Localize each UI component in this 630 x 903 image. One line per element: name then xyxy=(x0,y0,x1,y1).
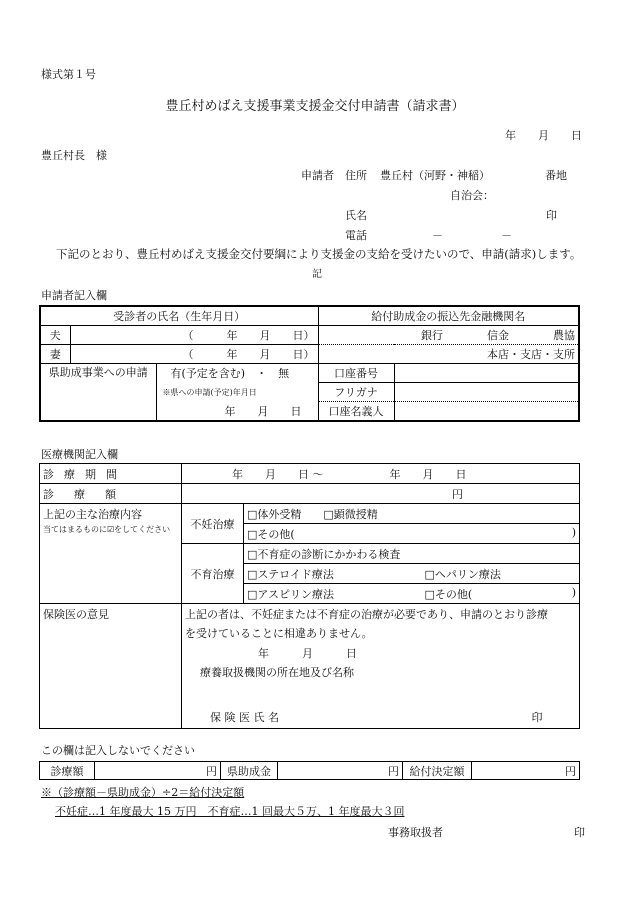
section-office-title: この欄は記入しないでください xyxy=(41,744,195,757)
funin-label: 不妊治療 xyxy=(182,504,244,544)
pref-date: 年 月 日 xyxy=(156,402,318,422)
form-title: 豊丘村めばえ支援事業支援金交付申請書（請求書） xyxy=(165,99,465,114)
clerk-seal: 印 xyxy=(574,826,585,839)
office-decision-value: 円 xyxy=(472,762,580,780)
husband-birth: （ 年 月 日） xyxy=(70,326,318,345)
limits-note: 不妊症…1 年度最大 15 万円 不育症…1 回最大５万、1 年度最大３回 xyxy=(55,805,405,818)
account-number-value[interactable] xyxy=(394,364,579,383)
fuiku-option-3: □アスピリン療法 □その他( ) xyxy=(244,584,580,604)
treatment-label: 上記の主な治療内容 xyxy=(40,504,182,524)
office-amount-value: 円 xyxy=(95,762,221,780)
pref-label: 県助成事業への申請 xyxy=(40,364,156,383)
opinion-label: 保険医の意見 xyxy=(40,604,182,729)
fuiku-option-2: □ステロイド療法 □ヘパリン療法 xyxy=(244,564,580,584)
address-value: 豊丘村（河野・神稲） xyxy=(380,169,490,182)
fuiku-label: 不育治療 xyxy=(182,544,244,604)
office-amount-label: 診療額 xyxy=(40,762,95,780)
applicant-seal: 印 xyxy=(546,209,557,222)
furigana-label: フリガナ xyxy=(318,383,394,402)
account-holder-value[interactable] xyxy=(394,402,579,422)
funin-other: □その他( ) xyxy=(244,524,580,544)
tel-dash: － xyxy=(432,229,443,242)
medical-table xyxy=(39,463,580,729)
name-label: 氏名 xyxy=(345,209,367,222)
pref-note: ※県への申請(予定)年月日 xyxy=(156,383,318,402)
amount-label: 診療額 xyxy=(40,484,182,504)
formula-note: ※（診療額－県助成金）÷2＝給付決定額 xyxy=(41,786,245,799)
account-number-label: 口座番号 xyxy=(318,364,394,383)
form-number: 様式第１号 xyxy=(41,68,96,81)
address-label: 住所 xyxy=(345,169,367,182)
opinion-line-1: 上記の者は、不妊症または不育症の治療が必要であり、申請のとおり診療 xyxy=(182,604,580,624)
header-patient: 受診者の氏名（生年月日） xyxy=(40,306,318,326)
opinion-institution: 療養取扱機関の所在地及び名称 xyxy=(182,662,580,682)
ki-label: 記 xyxy=(312,269,322,280)
addressee: 豊丘村長 様 xyxy=(41,149,107,162)
fuiku-option-1: □不育症の診断にかかわる検査 xyxy=(244,544,580,564)
period-value: 年 月 日 ～ 年 月 日 xyxy=(182,464,580,484)
opinion-line-2: を受けていることに相違ありません。 xyxy=(182,623,580,643)
applicant-label: 申請者 xyxy=(301,169,334,182)
tel-dash: － xyxy=(501,229,512,242)
opinion-date: 年 月 日 xyxy=(182,643,580,662)
funin-options: □体外受精 □顕微授精 xyxy=(244,504,580,524)
date-line: 年 月 日 xyxy=(505,129,582,142)
period-label: 診療期間 xyxy=(40,464,182,484)
amount-unit: 円 xyxy=(182,484,580,504)
jichikai-label: 自治会： xyxy=(450,189,494,202)
wife-label: 妻 xyxy=(40,345,70,364)
account-holder-label: 口座名義人 xyxy=(318,402,394,422)
tel-label: 電話 xyxy=(345,229,367,242)
bank-types: 銀行 信金 農協 xyxy=(318,326,579,345)
office-pref-label: 県助成金 xyxy=(221,762,278,780)
intro-text: 下記のとおり、豊丘村めばえ支援金交付要綱により支援金の支給を受けたいので、申請(請求)します。 xyxy=(56,247,582,261)
branch-types: 本店・支店・支所 xyxy=(318,345,579,364)
section-applicant-title: 申請者記入欄 xyxy=(41,289,107,302)
wife-birth: （ 年 月 日） xyxy=(70,345,318,364)
section-medical-title: 医療機関記入欄 xyxy=(41,448,118,461)
office-pref-value: 円 xyxy=(278,762,403,780)
header-bank: 給付助成金の振込先金融機関名 xyxy=(318,306,579,326)
office-table xyxy=(39,761,580,780)
pref-options: 有(予定を含む) ・ 無 xyxy=(156,364,318,383)
applicant-table xyxy=(39,305,580,422)
furigana-value[interactable] xyxy=(394,383,579,402)
treatment-note: 当てはまるものに☑をしてください xyxy=(40,524,182,544)
banchi-label: 番地 xyxy=(545,169,567,182)
office-decision-label: 給付決定額 xyxy=(403,762,472,780)
opinion-doctor: 保 険 医 氏 名 印 xyxy=(182,706,580,729)
husband-label: 夫 xyxy=(40,326,70,345)
clerk-label: 事務取扱者 xyxy=(388,826,443,839)
